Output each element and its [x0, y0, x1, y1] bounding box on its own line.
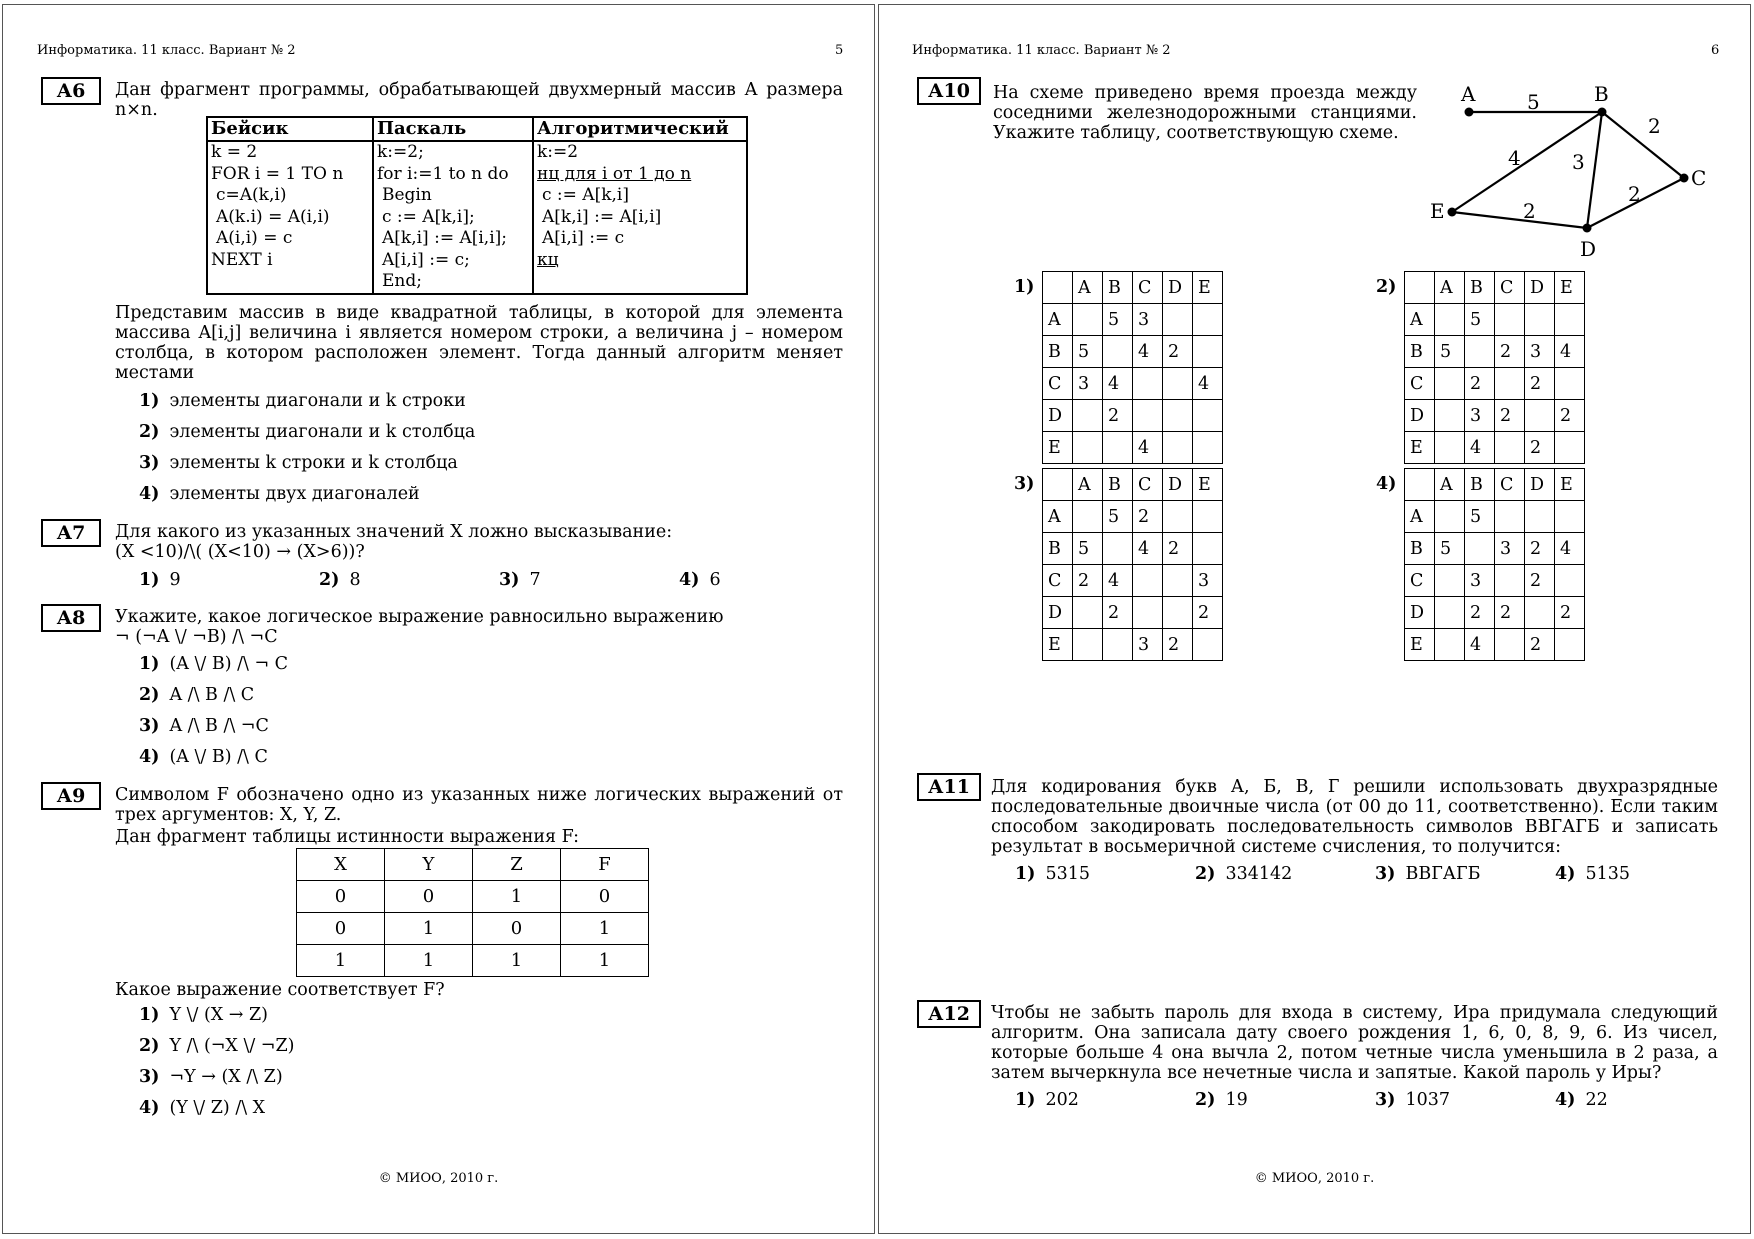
a7-expr: (X <10)/\( (X<10) → (X>6))? [115, 542, 365, 562]
a7-option-2[interactable]: 2) 8 [319, 570, 361, 590]
weight-d-c: 2 [1628, 182, 1641, 206]
table-row: E 4 2 [1405, 432, 1585, 464]
table-row: D 3 2 2 [1405, 400, 1585, 432]
node-label-e: E [1430, 199, 1445, 223]
a6-option-2[interactable]: 2) элементы диагонали и k столбца [139, 422, 476, 442]
a9-option-4[interactable]: 4) (Y \/ Z) /\ X [139, 1098, 266, 1118]
table-row: C 3 4 4 [1043, 368, 1223, 400]
edge-b-d [1587, 112, 1602, 228]
question-label-a6: А6 [41, 77, 101, 105]
a8-option-1[interactable]: 1) (A \/ B) /\ ¬ C [139, 654, 289, 674]
page-number: 6 [1711, 43, 1720, 58]
a6-option-3[interactable]: 3) элементы k строки и k столбца [139, 453, 458, 473]
question-label-a10: А10 [917, 77, 981, 105]
page-header: Информатика. 11 класс. Вариант № 2 [37, 43, 296, 58]
edge-b-c [1602, 112, 1684, 178]
distance-table-3[interactable]: A B C D E A 5 2 B 5 4 2 C 2 4 3 D 2 2 E 3 2 [1042, 468, 1223, 661]
table-2-num: 2) [1376, 277, 1397, 297]
distance-table-4[interactable]: A B C D E A 5 B 5 3 2 4 C 3 2 D 2 2 2 E 4 2 [1404, 468, 1585, 661]
table-row: E 4 [1043, 432, 1223, 464]
a12-option-4[interactable]: 4) 22 [1555, 1090, 1608, 1110]
truth-table: X Y Z F 0 0 1 0 0 1 0 1 1 1 1 1 [296, 848, 649, 977]
table-row: A 5 2 [1043, 501, 1223, 533]
node-label-c: C [1691, 166, 1707, 190]
page-footer: © МИОО, 2010 г. [1254, 1171, 1375, 1186]
question-label-a8: А8 [41, 604, 101, 632]
a6-text2: Представим массив в виде квадратной таблицы, в которой для элемента массива A[i,j] величина i является номером строки, а величина j – номером столбца, в котором расположен элемент. Тогда данный алгоритм меняет местами [115, 303, 843, 383]
table-row: B 5 2 3 4 [1405, 336, 1585, 368]
weight-e-d: 2 [1523, 199, 1536, 223]
table-row: A 5 [1405, 304, 1585, 336]
code-pascal: k:=2; for i:=1 to n do Begin c := A[k,i]; A[k,i] := A[i,i]; A[i,i] := c; End; [373, 141, 533, 294]
table-row: B 5 4 2 [1043, 533, 1223, 565]
a8-option-4[interactable]: 4) (A \/ B) /\ C [139, 747, 268, 767]
a7-text: Для какого из указанных значений X ложно высказывание: [115, 522, 673, 542]
a9-question: Какое выражение соответствует F? [115, 980, 445, 1000]
railway-graph [1430, 75, 1729, 265]
question-label-a12: А12 [917, 1000, 981, 1028]
a8-expr: ¬ (¬A \/ ¬B) /\ ¬C [115, 627, 278, 647]
a6-text: Дан фрагмент программы, обрабатывающей двухмерный массив A размера n×n. [115, 80, 843, 120]
page-footer: © МИОО, 2010 г. [378, 1171, 499, 1186]
table-row: A 5 3 [1043, 304, 1223, 336]
a11-option-2[interactable]: 2) 334142 [1195, 864, 1293, 884]
question-label-a11: А11 [917, 773, 981, 801]
program-table [206, 116, 748, 295]
a11-option-4[interactable]: 4) 5135 [1555, 864, 1631, 884]
a7-option-4[interactable]: 4) 6 [679, 570, 721, 590]
table-row: E 4 2 [1405, 629, 1585, 661]
a7-option-1[interactable]: 1) 9 [139, 570, 181, 590]
table-3-num: 3) [1014, 474, 1035, 494]
a8-option-2[interactable]: 2) A /\ B /\ C [139, 685, 255, 705]
table-row: C 2 2 [1405, 368, 1585, 400]
weight-a-b: 5 [1527, 90, 1540, 114]
table-1-num: 1) [1014, 277, 1035, 297]
a12-option-3[interactable]: 3) 1037 [1375, 1090, 1451, 1110]
a9-text: Символом F обозначено одно из указанных ниже логических выражений от трех аргументов: X, Y, Z. [115, 785, 843, 825]
a6-option-4[interactable]: 4) элементы двух диагоналей [139, 484, 420, 504]
weight-b-e: 4 [1508, 146, 1521, 170]
node-b [1598, 108, 1607, 117]
a12-text: Чтобы не забыть пароль для входа в систему, Ира придумала следующий алгоритм. Она записала дату своего рождения 1, 6, 0, 8, 9, 6. Из чисел, которые больше 4 она вычла 2, потом четные числа уменьшила в 2 раза, а затем вычеркнула все нечетные числа и запятые. Какой пароль у Иры? [991, 1003, 1718, 1083]
a9-text2: Дан фрагмент таблицы истинности выражения F: [115, 827, 580, 847]
table-row: C 3 2 [1405, 565, 1585, 597]
col-algo: Алгоритмический [533, 117, 747, 141]
a8-text: Укажите, какое логическое выражение равносильно выражению [115, 607, 724, 627]
a9-option-2[interactable]: 2) Y /\ (¬X \/ ¬Z) [139, 1036, 295, 1056]
table-row: C 2 4 3 [1043, 565, 1223, 597]
col-basic: Бейсик [207, 117, 373, 141]
page-number: 5 [835, 43, 844, 58]
weight-b-d: 3 [1572, 150, 1585, 174]
node-d [1583, 224, 1592, 233]
a6-option-1[interactable]: 1) элементы диагонали и k строки [139, 391, 466, 411]
table-row: 0 0 1 0 [297, 881, 649, 913]
a9-option-1[interactable]: 1) Y \/ (X → Z) [139, 1005, 269, 1025]
node-label-d: D [1580, 237, 1597, 261]
table-row: D 2 [1043, 400, 1223, 432]
weight-b-c: 2 [1648, 114, 1661, 138]
table-row: D 2 2 [1043, 597, 1223, 629]
col-pascal: Паскаль [373, 117, 533, 141]
code-algo: k:=2 нц для i от 1 до n c := A[k,i] A[k,i] := A[i,i] A[i,i] := c кц [533, 141, 747, 294]
node-c [1680, 174, 1689, 183]
a12-option-2[interactable]: 2) 19 [1195, 1090, 1248, 1110]
node-e [1448, 208, 1457, 217]
node-label-a: A [1461, 82, 1476, 106]
page-header: Информатика. 11 класс. Вариант № 2 [912, 43, 1171, 58]
table-row: D 2 2 2 [1405, 597, 1585, 629]
distance-table-2[interactable]: A B C D E A 5 B 5 2 3 4 C 2 2 D 3 2 2 E 4 2 [1404, 271, 1585, 464]
table-row: E 3 2 [1043, 629, 1223, 661]
table-row: 1 1 1 1 [297, 945, 649, 977]
a7-option-3[interactable]: 3) 7 [499, 570, 541, 590]
a11-text: Для кодирования букв А, Б, В, Г решили использовать двухразрядные последовательные двоичные числа (от 00 до 11, соответственно). Если таким способом закодировать последовательность символов ВВГАГБ и записать результат в восьмеричной системе счисления, то получится: [991, 777, 1718, 857]
table-row: B 5 4 2 [1043, 336, 1223, 368]
node-label-b: B [1594, 82, 1609, 106]
distance-table-1[interactable]: A B C D E A 5 3 B 5 4 2 C 3 4 4 D 2 E 4 [1042, 271, 1223, 464]
right-page [878, 4, 1751, 1234]
a8-option-3[interactable]: 3) A /\ B /\ ¬C [139, 716, 269, 736]
a10-text: На схеме приведено время проезда между соседними железнодорожными станциями. Укажите таблицу, соответствующую схеме. [993, 83, 1417, 143]
edge-e-d [1452, 212, 1587, 228]
table-row: A 5 [1405, 501, 1585, 533]
a12-option-1[interactable]: 1) 202 [1015, 1090, 1079, 1110]
table-4-num: 4) [1376, 474, 1397, 494]
a11-option-1[interactable]: 1) 5315 [1015, 864, 1091, 884]
table-row: 0 1 0 1 [297, 913, 649, 945]
code-basic: k = 2 FOR i = 1 TO n c=A(k,i) A(k.i) = A(i,i) A(i,i) = c NEXT i [207, 141, 373, 294]
node-a [1465, 108, 1474, 117]
question-label-a9: А9 [41, 782, 101, 810]
a11-option-3[interactable]: 3) ВВГАГБ [1375, 864, 1481, 884]
a9-option-3[interactable]: 3) ¬Y → (X /\ Z) [139, 1067, 283, 1087]
question-label-a7: А7 [41, 519, 101, 547]
left-page [2, 4, 875, 1234]
table-row: B 5 3 2 4 [1405, 533, 1585, 565]
